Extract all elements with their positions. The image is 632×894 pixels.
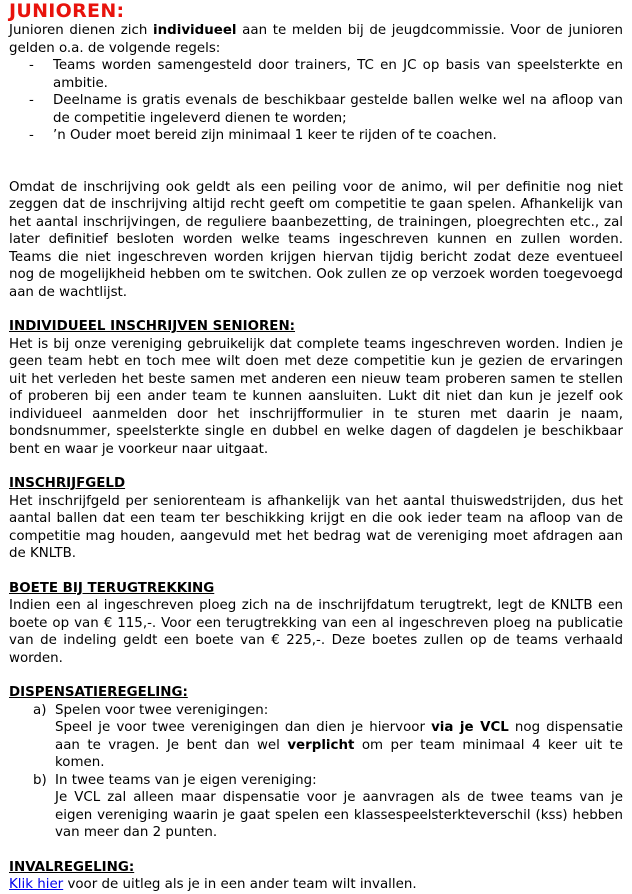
dispensatie-a-text: Speel je voor twee verenigingen dan dien je hiervoor xyxy=(55,720,432,735)
junioren-intro-text: aan te melden bij de jeugdcommissie. Voor de junioren gelden o.a. de volgende regels: xyxy=(9,23,623,56)
dispensatie-a-emphasis: via je VCL xyxy=(431,720,509,735)
list-item: - ’n Ouder moet bereid zijn minimaal 1 keer te rijden of te coachen. xyxy=(29,127,623,145)
list-item-text xyxy=(55,719,623,772)
dispensatie-a-emphasis: verplicht xyxy=(287,737,355,753)
spacer xyxy=(9,145,623,179)
list-item: - Deelname is gratis evenals de beschikbaar gestelde ballen welke wel na afloop van de competitie ingeleverd dienen te worden; xyxy=(29,92,623,127)
inschrijfgeld-heading: INSCHRIJFGELD xyxy=(9,476,126,491)
spacer xyxy=(9,301,623,318)
dispensatie-heading: DISPENSATIEREGELING: xyxy=(9,685,188,700)
junioren-intro-emphasis: individueel xyxy=(153,23,237,38)
list-marker: a) xyxy=(33,702,47,718)
senioren-paragraph: Het is bij onze vereniging gebruikelijk dat complete teams ingeschreven worden. Indien je geen team hebt en toch mee wilt doen met deze competitie kun je gezien de ervaringen uit het verleden het beste samen met anderen een nieuw team proberen samen te stellen of proberen bij een ander team te kunnen aansluiten. Lukt dit niet dan kun je jezelf ook individueel aanmelden door het inschrijfformulier in te sturen met daarin je naam, bondsnummer, speelsterkte single en dubbel en welke dagen of dagdelen je beschikbaar bent en waar je voorkeur naar uitgaat. xyxy=(9,336,623,457)
list-item xyxy=(33,702,623,772)
dispensatie-list xyxy=(9,702,623,842)
dispensatie-a-text: nog dispensatie aan te vragen. Je bent dan wel xyxy=(55,720,623,753)
junioren-intro-text: Junioren dienen zich xyxy=(9,23,154,38)
dispensatie-a-text: om per team minimaal 4 keer uit te komen. xyxy=(55,737,623,770)
junioren-title: JUNIOREN: xyxy=(9,0,125,22)
list-item-title: Spelen voor twee verenigingen: xyxy=(55,702,269,718)
klik-hier-link[interactable]: Klik hier xyxy=(9,877,64,892)
list-marker: b) xyxy=(33,772,47,788)
spacer xyxy=(9,458,623,475)
junioren-rules-list xyxy=(9,57,623,145)
boete-heading: BOETE BIJ TERUGTREKKING xyxy=(9,580,215,596)
spacer xyxy=(9,563,623,580)
junioren-intro xyxy=(9,22,623,57)
spacer xyxy=(9,842,623,859)
animo-paragraph: Omdat de inschrijving ook geldt als een peiling voor de animo, wil per definitie nog niet zeggen dat de inschrijving altijd recht geeft om competitie te gaan spelen. Afhankelijk van het aantal inschrijvingen, de reguliere baanbezetting, de trainingen, ploegrechten etc., zal later definitief besloten worden welke teams ingeschreven kunnen en zullen worden. Teams die niet ingeschreven worden krijgen hiervan tijdig bericht zodat deze eventueel nog de mogelijkheid hebben om te switchen. Ook zullen ze op verzoek worden toegevoegd aan de wachtlijst. xyxy=(9,179,623,300)
boete-paragraph: Indien een al ingeschreven ploeg zich na de inschrijfdatum terugtrekt, legt de KNLTB een boete op van € 115,-. Voor een terugtrekking van een al ingeschreven ploeg na publicatie van de indeling geldt een boete van € 225,-. Deze boetes zullen op de teams verhaald worden. xyxy=(9,598,623,666)
list-item-title: In twee teams van je eigen vereniging: xyxy=(55,772,317,788)
senioren-heading: INDIVIDUEEL INSCHRIJVEN SENIOREN: xyxy=(9,319,296,334)
spacer xyxy=(9,667,623,684)
list-item xyxy=(33,772,623,842)
inschrijfgeld-paragraph: Het inschrijfgeld per seniorenteam is afhankelijk van het aantal thuiswedstrijden, dus het aantal ballen dat een team ter beschikking krijgt en die ook ieder team na afloop van de competitie mag houden, aangevuld met het bedrag wat de vereniging moet afdragen aan de KNLTB. xyxy=(9,493,623,561)
list-item-text: Je VCL zal alleen maar dispensatie voor je aanvragen als de twee teams van je eigen vereniging waarin je gaat spelen een klassespeelsterkteverschil (kss) hebben van meer dan 2 punten. xyxy=(55,790,623,840)
inval-heading: INVALREGELING: xyxy=(9,859,135,875)
inval-text: voor de uitleg als je in een ander team wilt invallen. xyxy=(63,877,417,892)
inval-paragraph xyxy=(9,876,623,894)
list-item: - Teams worden samengesteld door trainers, TC en JC op basis van speelsterkte en ambitie. xyxy=(29,57,623,92)
